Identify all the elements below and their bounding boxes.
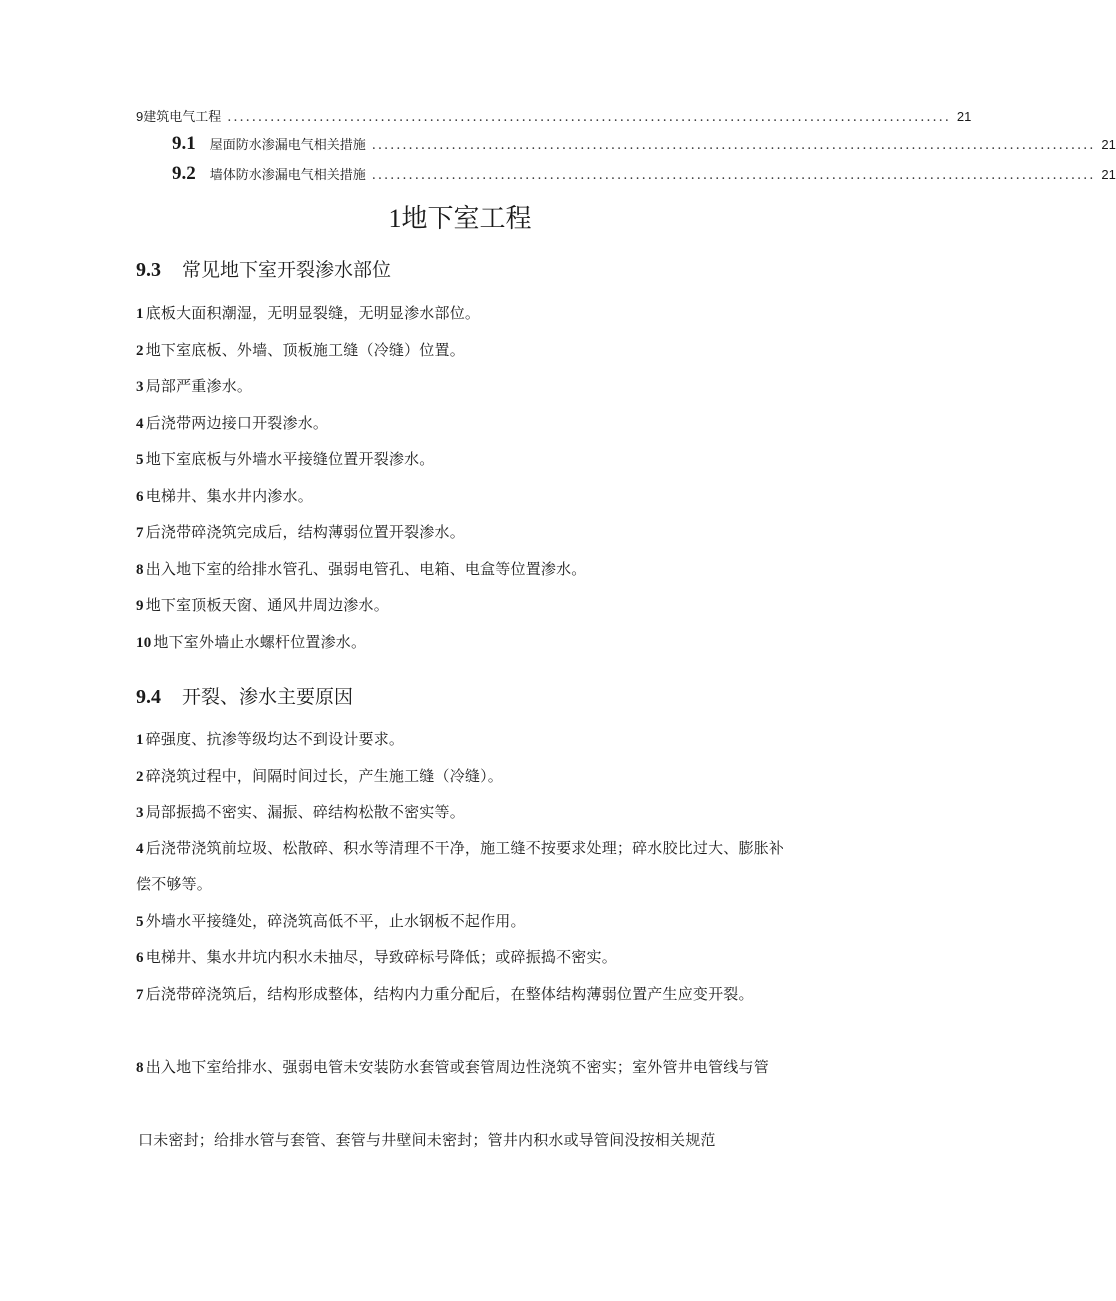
list-item: 2 碎浇筑过程中，间隔时间过长，产生施工缝（冷缝）。	[136, 767, 504, 785]
toc-entry-9-1[interactable]	[172, 133, 1116, 155]
toc-number: 9.2	[172, 163, 196, 184]
toc-text: 建筑电气工程	[143, 110, 222, 125]
list-item: 6 电梯井、集水井内渗水。	[136, 487, 313, 505]
toc-text: 屋面防水渗漏电气相关措施	[209, 138, 366, 153]
list-item: 3 局部振捣不密实、漏振、碎结构松散不密实等。	[136, 803, 465, 821]
list-item: 7 后浇带碎浇筑完成后，结构薄弱位置开裂渗水。	[136, 523, 465, 541]
section-title: 常见地下室开裂渗水部位	[182, 259, 392, 281]
section-heading-9-4	[136, 682, 353, 709]
list-item: 4 后浇带两边接口开裂渗水。	[136, 414, 329, 432]
toc-entry-9-2[interactable]	[172, 163, 1116, 185]
section-heading-9-3	[136, 255, 391, 282]
list-item: 6 电梯井、集水井坑内积水未抽尽，导致碎标号降低；或碎振捣不密实。	[136, 948, 617, 966]
list-item: 8 出入地下室给排水、强弱电管未安装防水套管或套管周边性浇筑不密实；室外管井电管线与管	[136, 1058, 769, 1076]
toc-leader: ......................................................................................................................	[371, 168, 1096, 183]
toc-page: 21	[956, 109, 972, 124]
list-item: 1 底板大面积潮湿，无明显裂缝，无明显渗水部位。	[136, 304, 481, 322]
chapter-title	[0, 198, 920, 235]
list-item: 8 出入地下室的给排水管孔、强弱电管孔、电箱、电盒等位置渗水。	[136, 560, 587, 578]
toc-page: 21	[1101, 137, 1116, 152]
section-title: 开裂、渗水主要原因	[182, 686, 354, 708]
toc-leader: ......................................................................................................................	[227, 110, 951, 125]
list-item: 3 局部严重渗水。	[136, 377, 253, 395]
toc-leader: ......................................................................................................................	[371, 138, 1096, 153]
chapter-title-text: 地下室工程	[401, 204, 532, 234]
toc-number: 9.1	[172, 133, 196, 154]
toc-page: 21	[1101, 167, 1116, 182]
chapter-number: 1	[388, 204, 402, 233]
list-item: 4 后浇带浇筑前垃圾、松散碎、积水等清理不干净，施工缝不按要求处理；碎水胶比过大、膨胀补偿不够等。	[136, 839, 785, 893]
list-item: 5 外墙水平接缝处，碎浇筑高低不平，止水钢板不起作用。	[136, 912, 526, 930]
toc-entry-9[interactable]	[136, 106, 972, 125]
section-number: 9.4	[136, 686, 161, 708]
list-item: 口未密封；给排水管与套管、套管与井壁间未密封；管井内积水或导管间没按相关规范	[138, 1131, 716, 1149]
toc-text: 墙体防水渗漏电气相关措施	[209, 168, 366, 183]
list-item: 2 地下室底板、外墙、顶板施工缝（冷缝）位置。	[136, 341, 465, 359]
list-item: 10 地下室外墙止水螺杆位置渗水。	[136, 633, 367, 651]
section-number: 9.3	[136, 259, 161, 281]
list-item: 5 地下室底板与外墙水平接缝位置开裂渗水。	[136, 450, 435, 468]
list-item: 9 地下室顶板天窗、通风井周边渗水。	[136, 596, 389, 614]
list-item: 7 后浇带碎浇筑后，结构形成整体，结构内力重分配后，在整体结构薄弱位置产生应变开裂。	[136, 985, 754, 1003]
list-item: 1 碎强度、抗渗等级均达不到设计要求。	[136, 730, 405, 748]
toc-number: 9	[136, 109, 144, 124]
